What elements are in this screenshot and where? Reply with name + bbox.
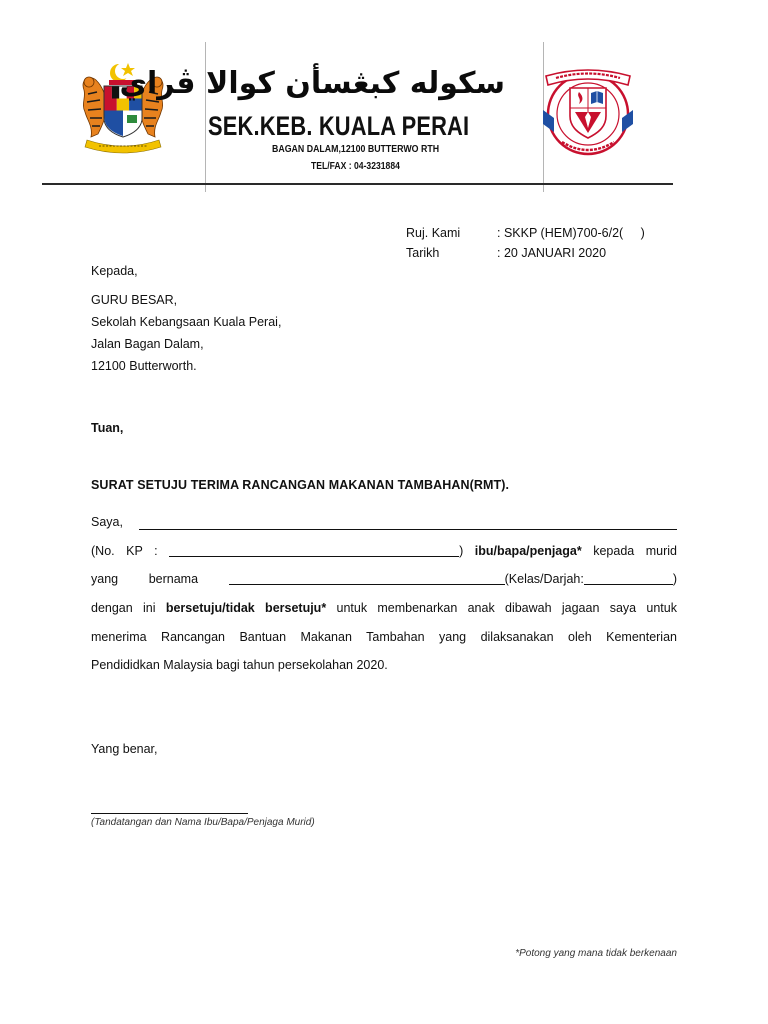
student-name-blank [229, 572, 505, 585]
recipient-line: 12100 Butterworth. [91, 359, 197, 373]
school-name: SEK.KEB. KUALA PERAI [208, 111, 470, 141]
body-line-consent [91, 600, 677, 616]
guardian-options: ibu/bapa/penjaga* [474, 544, 582, 558]
date-value: : 20 JANUARI 2020 [497, 246, 607, 260]
class-close: ) [672, 572, 677, 586]
reference-label: Ruj. Kami [406, 226, 461, 240]
recipient-line: Jalan Bagan Dalam, [91, 337, 204, 351]
recipient-line: GURU BESAR, [91, 293, 178, 307]
saya-line [91, 514, 677, 530]
class-label: (Kelas/Darjah: [504, 572, 584, 586]
school-badge-logo [540, 62, 636, 158]
body-line-ic [91, 543, 677, 559]
body-line-student [91, 571, 677, 587]
school-name-jawi: سكوله كبڠسأن كوالا ڤراي [119, 66, 505, 101]
reference-value: : SKKP (HEM)700-6/2( ) [497, 226, 645, 240]
recipient-to: Kepada, [91, 264, 138, 278]
letterhead [0, 0, 768, 195]
consent-suffix: untuk membenarkan anak dibawah jagaan saya untuk [336, 601, 677, 615]
signature-caption: (Tandatangan dan Nama Ibu/Bapa/Penjaga Murid) [91, 817, 315, 828]
ic-suffix: kepada murid [593, 544, 678, 558]
footnote: *Potong yang mana tidak berkenaan [515, 948, 677, 959]
student-label: yang bernama [91, 572, 199, 586]
letter-subject: SURAT SETUJU TERIMA RANCANGAN MAKANAN TAMBAHAN(RMT). [91, 478, 510, 492]
ic-label: (No. KP : [91, 544, 158, 558]
name-blank [139, 516, 677, 530]
saya-label: Saya, [91, 515, 123, 529]
body-line-program: menerima Rancangan Bantuan Makanan Tambahan yang dilaksanakan oleh Kementerian [91, 630, 677, 644]
letterhead-rule [42, 183, 673, 185]
consent-options: bersetuju/tidak bersetuju* [165, 601, 327, 615]
recipient-line: Sekolah Kebangsaan Kuala Perai, [91, 315, 282, 329]
consent-prefix: dengan ini [91, 601, 156, 615]
ic-close: ) [459, 544, 464, 558]
ic-blank [169, 544, 459, 557]
class-blank [584, 572, 673, 585]
date-label: Tarikh [406, 246, 440, 260]
school-telfax: TEL/FAX : 04-3231884 [311, 161, 400, 172]
school-address: BAGAN DALAM,12100 BUTTERWO RTH [272, 144, 440, 155]
body-line-year: Pendididkan Malaysia bagi tahun persekolahan 2020. [91, 658, 388, 672]
greeting: Tuan, [91, 421, 124, 435]
closing: Yang benar, [91, 742, 158, 756]
signature-line [91, 813, 248, 814]
